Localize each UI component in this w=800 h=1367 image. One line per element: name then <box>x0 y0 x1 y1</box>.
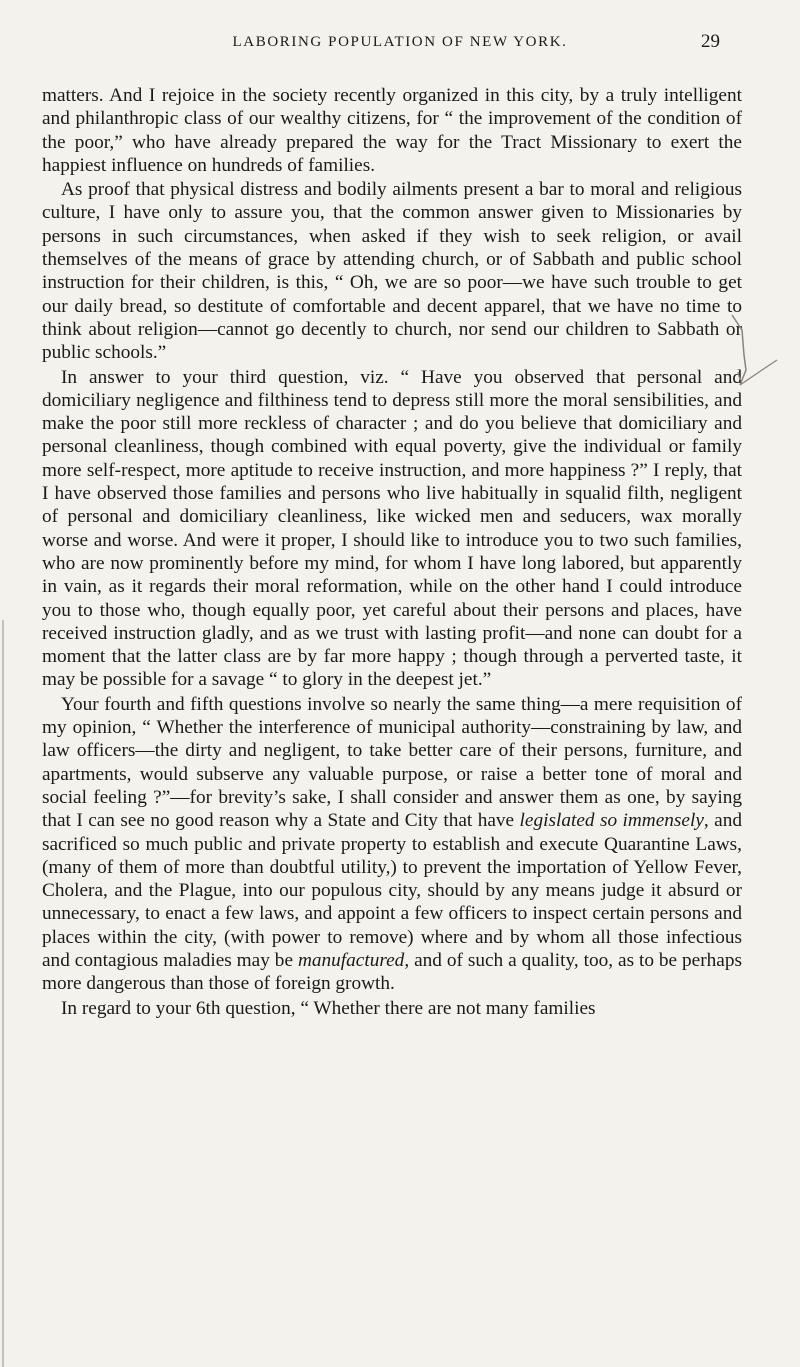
paragraph-4-text-c: , and of such a quality, too, as to be perhaps more dangerous than those of foreign growth. <box>42 949 743 995</box>
paragraph-3 <box>42 366 742 692</box>
paragraph-5 <box>42 997 742 1020</box>
paragraph-2 <box>42 178 742 364</box>
paragraph-4-text-a: Your fourth and fifth questions involve so nearly the same thing—a mere requisition of my opinion, “ Whether the interference of municipal authority—constraining by law, and law officers—the dirty and negligent, to take better care of their persons, furniture, and apartments, would subserve any valuable purpose, or raise a better tone of moral and social feeling ?”—for brevity’s sake, I shall consider and answer them as one, by saying that I can see no good reason why a State and City that have <box>42 693 742 832</box>
italic-phrase-manufactured: manufactured <box>297 949 405 971</box>
paragraph-2-text: As proof that physical distress and bodily ailments present a bar to moral and religious culture, I have only to assure you, that the common answer given to Missionaries by persons in such circumstances, when asked if they wish to seek religion, or avail themselves of the means of grace by attending church, or of Sabbath and public school instruction for their children, is this, “ Oh, we are so poor—we have such trouble to get our daily bread, so destitute of comfortable and decent apparel, that we have no time to think about religion—cannot go decently to church, nor send our children to Sabbath or public schools.” <box>42 179 742 364</box>
page-number: 29 <box>701 31 720 52</box>
paragraph-4-text-b: , and sacrificed so much public and private property to establish and execute Quarantine Laws, (many of them of more than doubtful utility,) to prevent the importation of Yellow Fever, Cholera, and the Plague, into our populous city, should by any means judge it absurd or unnecessary, to enact a few laws, and appoint a few officers to inspect certain persons and places within the city, (with power to remove) where and by whom all those infectious and contagious maladies may be <box>42 810 742 971</box>
paragraph-1-text: matters. And I rejoice in the society recently organized in this city, by a truly intelligent and philanthropic class of our wealthy citizens, for “ the improvement of the condition of the poor,” who have already prepared the way for the Tract Missionary to exert the happiest influence on hundreds of families. <box>42 85 742 176</box>
italic-phrase-legislated: legislated so immensely <box>519 810 704 832</box>
running-head: LABORING POPULATION OF NEW YORK. <box>232 34 568 50</box>
paragraph-5-text: In regard to your 6th question, “ Whether there are not many families <box>61 997 596 1019</box>
pencil-margin-mark <box>722 310 782 410</box>
paragraph-1 <box>42 84 742 177</box>
binding-edge <box>0 620 8 1367</box>
paragraph-4 <box>42 693 742 996</box>
paragraph-3-text: In answer to your third question, viz. “ Have you observed that personal and domiciliary negligence and filthiness tend to depress still more the moral sensibilities, and make the poor still more reckless of character ; and do you believe that domiciliary and personal cleanliness, though combined with equal poverty, give the individual or family more self-respect, more aptitude to receive instruction, and more happiness ?” I reply, that I have observed those families and persons who live habitually in squalid filth, negligent of personal and domiciliary cleanliness, like wicked men and seducers, wax morally worse and worse. And were it proper, I should like to introduce you to two such families, who are now prominently before my mind, for whom I have long labored, but apparently in vain, as it regards their moral reformation, while on the other hand I could introduce you to those who, though equally poor, yet careful about their persons and places, have received instruction gladly, and as we trust with lasting profit—and none can doubt for a moment that the latter class are by far more happy ; though through a perverted taste, it may be possible for a savage “ to glory in the deepest jet.” <box>42 366 742 691</box>
body-text <box>42 84 742 1020</box>
